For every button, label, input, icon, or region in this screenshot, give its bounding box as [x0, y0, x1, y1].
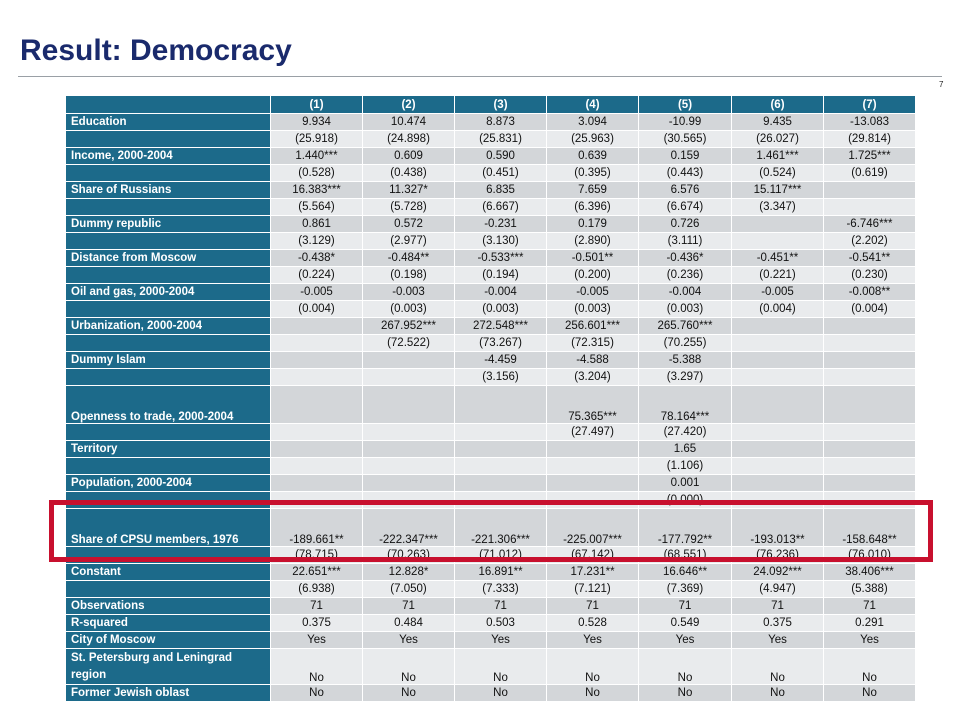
- table-cell: -221.306***: [455, 509, 547, 547]
- table-cell: (5.728): [363, 199, 455, 216]
- table-cell: No: [271, 649, 363, 685]
- table-cell: (70.263): [363, 547, 455, 564]
- table-cell: [824, 424, 916, 441]
- table-cell: -10.99: [639, 114, 732, 131]
- table-cell: (25.918): [271, 131, 363, 148]
- table-row: [66, 581, 916, 598]
- regression-table: [65, 95, 916, 702]
- table-cell: (2.202): [824, 233, 916, 250]
- table-cell: (72.315): [547, 335, 639, 352]
- row-label: R-squared: [66, 615, 271, 632]
- table-cell: [824, 369, 916, 386]
- row-label: [66, 233, 271, 250]
- row-label: [66, 301, 271, 318]
- table-cell: 71: [547, 598, 639, 615]
- table-cell: (29.814): [824, 131, 916, 148]
- table-cell: [732, 352, 824, 369]
- table-cell: [824, 386, 916, 424]
- table-row: [66, 250, 916, 267]
- table-cell: 16.646**: [639, 564, 732, 581]
- table-row: [66, 649, 916, 685]
- table-cell: 1.65: [639, 441, 732, 458]
- table-cell: (0.004): [824, 301, 916, 318]
- table-cell: 0.572: [363, 216, 455, 233]
- table-cell: No: [363, 685, 455, 702]
- title-divider: [18, 76, 942, 77]
- table-cell: [271, 335, 363, 352]
- table-cell: [363, 352, 455, 369]
- table-cell: -0.004: [455, 284, 547, 301]
- table-cell: [547, 458, 639, 475]
- table-cell: [824, 441, 916, 458]
- row-label: Distance from Moscow: [66, 250, 271, 267]
- table-cell: (27.420): [639, 424, 732, 441]
- table-cell: [455, 458, 547, 475]
- table-cell: 0.549: [639, 615, 732, 632]
- table-cell: [455, 424, 547, 441]
- table-cell: Yes: [732, 632, 824, 649]
- table-row: [66, 615, 916, 632]
- slide-title: Result: Democracy: [20, 34, 292, 67]
- table-cell: [732, 441, 824, 458]
- row-label: Territory: [66, 441, 271, 458]
- table-cell: 0.503: [455, 615, 547, 632]
- table-cell: [271, 318, 363, 335]
- table-cell: (3.130): [455, 233, 547, 250]
- table-cell: 10.474: [363, 114, 455, 131]
- table-cell: (24.898): [363, 131, 455, 148]
- table-cell: [824, 318, 916, 335]
- table-cell: (3.111): [639, 233, 732, 250]
- table-cell: [824, 335, 916, 352]
- column-header: (7): [824, 96, 916, 114]
- row-label: Education: [66, 114, 271, 131]
- row-label: [66, 131, 271, 148]
- table-cell: 17.231**: [547, 564, 639, 581]
- table-cell: -0.484**: [363, 250, 455, 267]
- row-label: [66, 335, 271, 352]
- table-cell: (0.236): [639, 267, 732, 284]
- table-cell: [732, 335, 824, 352]
- table-row: [66, 685, 916, 702]
- table-cell: [271, 386, 363, 424]
- table-cell: No: [363, 649, 455, 685]
- row-label: Urbanization, 2000-2004: [66, 318, 271, 335]
- table-cell: (67.142): [547, 547, 639, 564]
- column-header: (4): [547, 96, 639, 114]
- table-cell: [271, 352, 363, 369]
- table-cell: 6.835: [455, 182, 547, 199]
- table-cell: (73.267): [455, 335, 547, 352]
- row-label: [66, 267, 271, 284]
- table-cell: 1.461***: [732, 148, 824, 165]
- table-cell: [271, 475, 363, 492]
- table-cell: 9.435: [732, 114, 824, 131]
- table-cell: [732, 475, 824, 492]
- table-cell: [363, 475, 455, 492]
- table-cell: (7.050): [363, 581, 455, 598]
- table-cell: (0.619): [824, 165, 916, 182]
- table-row: [66, 564, 916, 581]
- table-cell: (0.004): [271, 301, 363, 318]
- table-cell: (0.003): [547, 301, 639, 318]
- row-label: St. Petersburg and Leningrad region: [66, 649, 271, 685]
- row-label: Openness to trade, 2000-2004: [66, 386, 271, 424]
- table-cell: [732, 233, 824, 250]
- table-row: [66, 284, 916, 301]
- table-cell: No: [547, 685, 639, 702]
- table-cell: 71: [271, 598, 363, 615]
- table-cell: (6.674): [639, 199, 732, 216]
- table-cell: (6.938): [271, 581, 363, 598]
- row-label: Oil and gas, 2000-2004: [66, 284, 271, 301]
- table-cell: -189.661**: [271, 509, 363, 547]
- table-cell: -193.013**: [732, 509, 824, 547]
- table-cell: -0.005: [271, 284, 363, 301]
- table-cell: -5.388: [639, 352, 732, 369]
- column-header: (2): [363, 96, 455, 114]
- table-cell: (25.963): [547, 131, 639, 148]
- table-cell: -0.005: [732, 284, 824, 301]
- table-cell: 0.639: [547, 148, 639, 165]
- row-label: [66, 369, 271, 386]
- table-cell: (2.977): [363, 233, 455, 250]
- table-cell: (5.388): [824, 581, 916, 598]
- table-cell: (0.230): [824, 267, 916, 284]
- table-cell: -158.648**: [824, 509, 916, 547]
- table-cell: 12.828*: [363, 564, 455, 581]
- table-cell: [363, 458, 455, 475]
- table-cell: [455, 386, 547, 424]
- table-cell: (27.497): [547, 424, 639, 441]
- table-cell: (6.396): [547, 199, 639, 216]
- table-cell: [824, 352, 916, 369]
- table-cell: 3.094: [547, 114, 639, 131]
- row-label: [66, 458, 271, 475]
- table-cell: Yes: [271, 632, 363, 649]
- table-cell: 0.159: [639, 148, 732, 165]
- table-cell: -177.792**: [639, 509, 732, 547]
- table-cell: [363, 386, 455, 424]
- table-cell: -4.588: [547, 352, 639, 369]
- table-cell: -0.004: [639, 284, 732, 301]
- table-cell: (3.297): [639, 369, 732, 386]
- row-label: Income, 2000-2004: [66, 148, 271, 165]
- table-cell: (0.198): [363, 267, 455, 284]
- table-cell: -13.083: [824, 114, 916, 131]
- table-cell: 78.164***: [639, 386, 732, 424]
- table-cell: 0.291: [824, 615, 916, 632]
- table-cell: No: [824, 685, 916, 702]
- table-row: [66, 369, 916, 386]
- table-cell: 15.117***: [732, 182, 824, 199]
- table-cell: 0.001: [639, 475, 732, 492]
- table-cell: 8.873: [455, 114, 547, 131]
- row-label: Former Jewish oblast: [66, 685, 271, 702]
- row-label: Population, 2000-2004: [66, 475, 271, 492]
- row-label: [66, 199, 271, 216]
- table-row: [66, 632, 916, 649]
- table-row: [66, 131, 916, 148]
- table-cell: 0.861: [271, 216, 363, 233]
- table-cell: (3.129): [271, 233, 363, 250]
- table-cell: 0.726: [639, 216, 732, 233]
- table-cell: -4.459: [455, 352, 547, 369]
- table-cell: (0.395): [547, 165, 639, 182]
- table-cell: (30.565): [639, 131, 732, 148]
- column-header: (5): [639, 96, 732, 114]
- table-cell: 0.609: [363, 148, 455, 165]
- table-cell: [824, 199, 916, 216]
- table-cell: 16.383***: [271, 182, 363, 199]
- table-cell: (0.000): [639, 492, 732, 509]
- table-row: [66, 267, 916, 284]
- table-row: [66, 598, 916, 615]
- table-row: [66, 318, 916, 335]
- table-cell: (0.451): [455, 165, 547, 182]
- table-cell: (2.890): [547, 233, 639, 250]
- table-cell: No: [271, 685, 363, 702]
- table-cell: (6.667): [455, 199, 547, 216]
- table-cell: (0.194): [455, 267, 547, 284]
- table-cell: [271, 369, 363, 386]
- table-cell: -0.008**: [824, 284, 916, 301]
- table-cell: 24.092***: [732, 564, 824, 581]
- table-cell: No: [455, 649, 547, 685]
- table-cell: Yes: [363, 632, 455, 649]
- table-cell: -6.746***: [824, 216, 916, 233]
- table-cell: (7.333): [455, 581, 547, 598]
- table-cell: -0.438*: [271, 250, 363, 267]
- table-cell: [271, 458, 363, 475]
- table-cell: Yes: [455, 632, 547, 649]
- table-cell: [824, 475, 916, 492]
- table-cell: (7.121): [547, 581, 639, 598]
- regression-table-container: [65, 95, 915, 702]
- table-cell: [824, 182, 916, 199]
- row-label: [66, 424, 271, 441]
- table-cell: [271, 441, 363, 458]
- table-cell: [547, 475, 639, 492]
- table-header-row: [66, 96, 916, 114]
- table-cell: 272.548***: [455, 318, 547, 335]
- row-label: [66, 165, 271, 182]
- table-cell: No: [639, 649, 732, 685]
- table-cell: [271, 424, 363, 441]
- row-label: [66, 581, 271, 598]
- table-cell: (70.255): [639, 335, 732, 352]
- table-cell: (26.027): [732, 131, 824, 148]
- table-cell: (0.003): [363, 301, 455, 318]
- table-cell: [732, 424, 824, 441]
- table-cell: (0.003): [455, 301, 547, 318]
- highlight-box: [49, 500, 933, 562]
- table-cell: 16.891**: [455, 564, 547, 581]
- table-cell: 9.934: [271, 114, 363, 131]
- table-row: [66, 335, 916, 352]
- column-header: (6): [732, 96, 824, 114]
- table-cell: (0.003): [639, 301, 732, 318]
- table-cell: -0.533***: [455, 250, 547, 267]
- table-cell: (71.012): [455, 547, 547, 564]
- table-cell: 71: [824, 598, 916, 615]
- table-cell: 0.590: [455, 148, 547, 165]
- page-number: 7: [939, 80, 944, 89]
- table-cell: (0.528): [271, 165, 363, 182]
- table-cell: [547, 441, 639, 458]
- table-cell: 0.484: [363, 615, 455, 632]
- table-cell: (0.224): [271, 267, 363, 284]
- row-label: Constant: [66, 564, 271, 581]
- table-cell: [732, 386, 824, 424]
- table-cell: -0.436*: [639, 250, 732, 267]
- table-cell: (25.831): [455, 131, 547, 148]
- table-cell: No: [639, 685, 732, 702]
- table-cell: Yes: [824, 632, 916, 649]
- table-row: [66, 233, 916, 250]
- table-row: [66, 475, 916, 492]
- table-cell: 256.601***: [547, 318, 639, 335]
- table-cell: -0.231: [455, 216, 547, 233]
- table-cell: (1.106): [639, 458, 732, 475]
- table-row: [66, 114, 916, 131]
- table-cell: 0.528: [547, 615, 639, 632]
- table-cell: 265.760***: [639, 318, 732, 335]
- table-cell: [732, 318, 824, 335]
- table-cell: -0.451**: [732, 250, 824, 267]
- table-cell: [732, 458, 824, 475]
- row-label: City of Moscow: [66, 632, 271, 649]
- table-cell: 75.365***: [547, 386, 639, 424]
- table-cell: [363, 441, 455, 458]
- table-row: [66, 301, 916, 318]
- table-row: [66, 352, 916, 369]
- table-row: [66, 441, 916, 458]
- table-cell: 0.375: [732, 615, 824, 632]
- table-cell: [732, 216, 824, 233]
- table-cell: [732, 369, 824, 386]
- table-cell: (3.347): [732, 199, 824, 216]
- table-cell: No: [732, 649, 824, 685]
- table-cell: No: [824, 649, 916, 685]
- table-row: [66, 424, 916, 441]
- table-cell: -0.501**: [547, 250, 639, 267]
- table-row: [66, 165, 916, 182]
- table-cell: 71: [732, 598, 824, 615]
- row-label: Share of CPSU members, 1976: [66, 509, 271, 547]
- table-cell: [455, 441, 547, 458]
- table-cell: 71: [639, 598, 732, 615]
- table-cell: -225.007***: [547, 509, 639, 547]
- table-cell: -0.005: [547, 284, 639, 301]
- table-cell: [824, 458, 916, 475]
- table-cell: 6.576: [639, 182, 732, 199]
- table-cell: (0.443): [639, 165, 732, 182]
- table-cell: (0.438): [363, 165, 455, 182]
- row-label: Observations: [66, 598, 271, 615]
- row-label: Dummy Islam: [66, 352, 271, 369]
- table-cell: -0.003: [363, 284, 455, 301]
- row-label: Share of Russians: [66, 182, 271, 199]
- column-header: (1): [271, 96, 363, 114]
- table-cell: 71: [455, 598, 547, 615]
- table-cell: (78.715): [271, 547, 363, 564]
- table-cell: (0.524): [732, 165, 824, 182]
- column-header: (3): [455, 96, 547, 114]
- table-cell: [363, 369, 455, 386]
- table-cell: (76.236): [732, 547, 824, 564]
- table-cell: 0.179: [547, 216, 639, 233]
- table-cell: 0.375: [271, 615, 363, 632]
- table-cell: [363, 424, 455, 441]
- table-cell: (3.204): [547, 369, 639, 386]
- table-row: [66, 386, 916, 424]
- row-label: Dummy republic: [66, 216, 271, 233]
- table-row: [66, 148, 916, 165]
- table-cell: -222.347***: [363, 509, 455, 547]
- table-cell: No: [547, 649, 639, 685]
- table-cell: (68.551): [639, 547, 732, 564]
- table-cell: [455, 475, 547, 492]
- table-cell: (7.369): [639, 581, 732, 598]
- table-cell: 71: [363, 598, 455, 615]
- table-row: [66, 216, 916, 233]
- table-cell: -0.541**: [824, 250, 916, 267]
- table-cell: (72.522): [363, 335, 455, 352]
- table-cell: No: [732, 685, 824, 702]
- table-cell: 1.725***: [824, 148, 916, 165]
- table-cell: 22.651***: [271, 564, 363, 581]
- table-cell: Yes: [639, 632, 732, 649]
- table-cell: (4.947): [732, 581, 824, 598]
- table-cell: (5.564): [271, 199, 363, 216]
- table-cell: Yes: [547, 632, 639, 649]
- table-cell: 11.327*: [363, 182, 455, 199]
- table-cell: (76.010): [824, 547, 916, 564]
- table-cell: 38.406***: [824, 564, 916, 581]
- table-cell: (0.200): [547, 267, 639, 284]
- table-row: [66, 199, 916, 216]
- table-cell: (0.004): [732, 301, 824, 318]
- table-cell: 1.440***: [271, 148, 363, 165]
- table-row: [66, 182, 916, 199]
- header-blank: [66, 96, 271, 114]
- table-cell: (3.156): [455, 369, 547, 386]
- table-cell: 267.952***: [363, 318, 455, 335]
- table-cell: (0.221): [732, 267, 824, 284]
- table-row: [66, 458, 916, 475]
- table-cell: No: [455, 685, 547, 702]
- table-cell: 7.659: [547, 182, 639, 199]
